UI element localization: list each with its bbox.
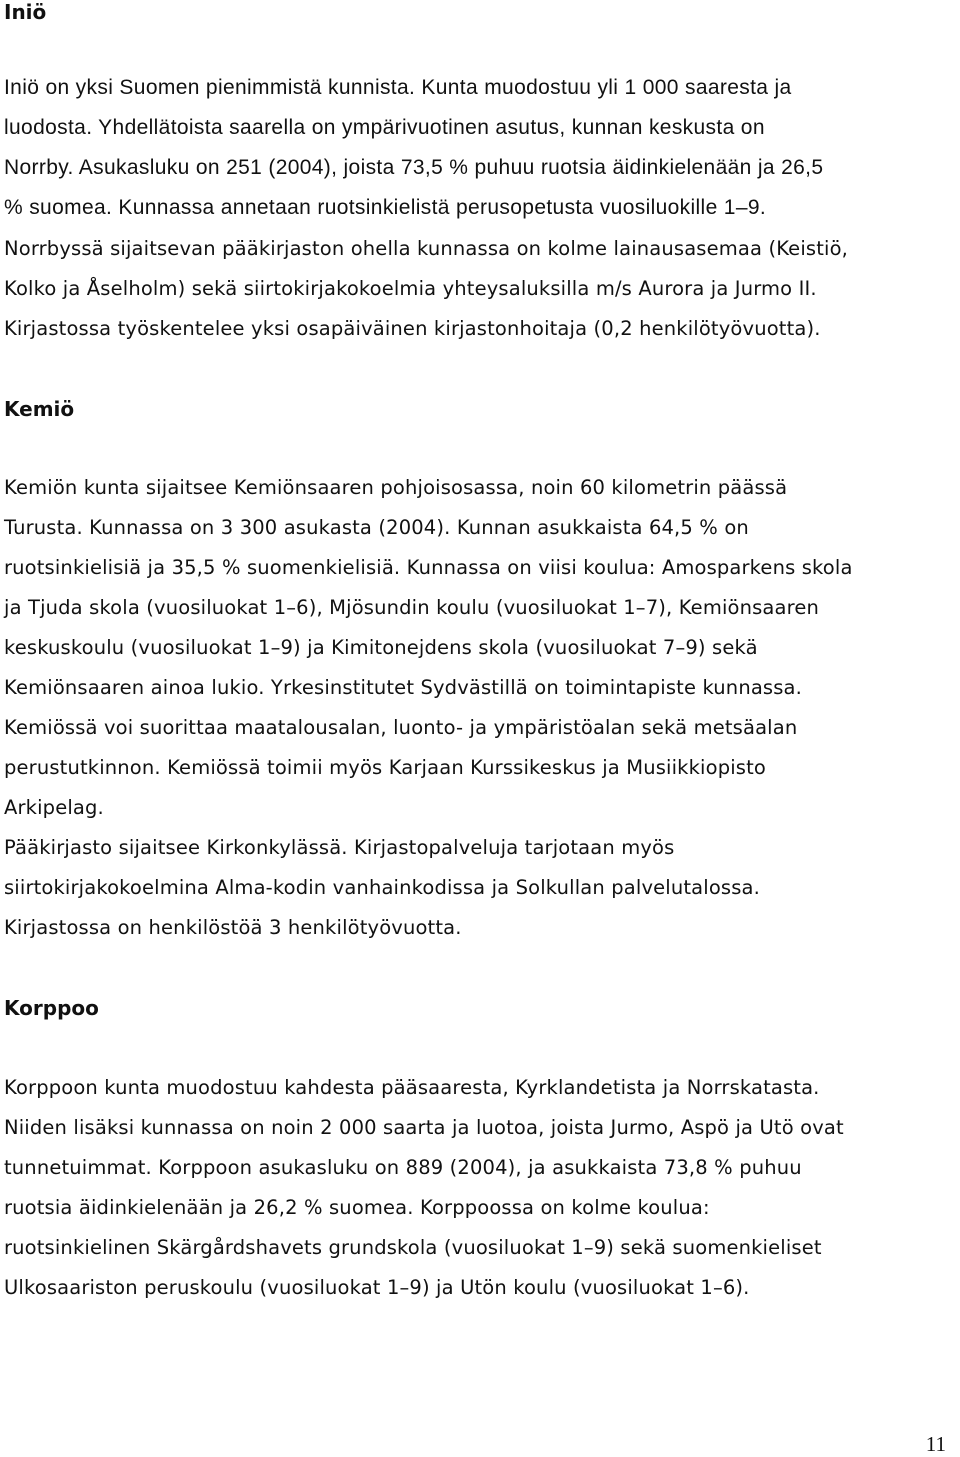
paragraph-line: % suomea. Kunnassa annetaan ruotsinkielistä perusopetusta vuosiluokille 1–9. xyxy=(4,196,767,219)
paragraph-line: luodosta. Yhdellätoista saarella on ympärivuotinen asutus, kunnan keskusta on xyxy=(4,116,765,139)
paragraph-line: ja Tjuda skola (vuosiluokat 1–6), Mjösundin koulu (vuosiluokat 1–7), Kemiönsaaren xyxy=(4,596,820,619)
paragraph-line: Ulkosaariston peruskoulu (vuosiluokat 1–9) ja Utön koulu (vuosiluokat 1–6). xyxy=(4,1276,750,1299)
paragraph-line: Kemiönsaaren ainoa lukio. Yrkesinstitutet Sydvästillä on toimintapiste kunnassa. xyxy=(4,676,802,699)
paragraph-line: Niiden lisäksi kunnassa on noin 2 000 saarta ja luotoa, joista Jurmo, Aspö ja Utö ovat xyxy=(4,1116,844,1139)
paragraph-line: perustutkinnon. Kemiössä toimii myös Karjaan Kurssikeskus ja Musiikkiopisto xyxy=(4,756,766,779)
paragraph-line: ruotsinkielinen Skärgårdshavets grundskola (vuosiluokat 1–9) sekä suomenkieliset xyxy=(4,1236,822,1259)
paragraph-line: Norrbyssä sijaitsevan pääkirjaston ohella kunnassa on kolme lainausasemaa (Keistiö, xyxy=(4,237,848,260)
section-heading: Korppoo xyxy=(4,996,99,1020)
paragraph-line: keskuskoulu (vuosiluokat 1–9) ja Kimitonejdens skola (vuosiluokat 7–9) sekä xyxy=(4,636,758,659)
section-heading: Kemiö xyxy=(4,397,75,421)
paragraph-line: Arkipelag. xyxy=(4,796,104,819)
paragraph-line: tunnetuimmat. Korppoon asukasluku on 889 (2004), ja asukkaista 73,8 % puhuu xyxy=(4,1156,802,1179)
paragraph-line: Kemiön kunta sijaitsee Kemiönsaaren pohjoisosassa, noin 60 kilometrin päässä xyxy=(4,476,788,499)
paragraph-line: ruotsinkielisiä ja 35,5 % suomenkielisiä. Kunnassa on viisi koulua: Amosparkens skola xyxy=(4,556,853,579)
paragraph-line: Pääkirjasto sijaitsee Kirkonkylässä. Kirjastopalveluja tarjotaan myös xyxy=(4,836,675,859)
paragraph-line: Norrby. Asukasluku on 251 (2004), joista 73,5 % puhuu ruotsia äidinkielenään ja 26,5 xyxy=(4,156,824,179)
paragraph-line: Korppoon kunta muodostuu kahdesta pääsaaresta, Kyrklandetista ja Norrskatasta. xyxy=(4,1076,820,1099)
paragraph-line: Kemiössä voi suorittaa maatalousalan, luonto- ja ympäristöalan sekä metsäalan xyxy=(4,716,798,739)
paragraph-line: Turusta. Kunnassa on 3 300 asukasta (2004). Kunnan asukkaista 64,5 % on xyxy=(4,516,749,539)
paragraph-line: ruotsia äidinkielenään ja 26,2 % suomea. Korppoossa on kolme koulua: xyxy=(4,1196,710,1219)
paragraph-line: Kirjastossa työskentelee yksi osapäiväinen kirjastonhoitaja (0,2 henkilötyövuotta). xyxy=(4,317,821,340)
section-heading: Iniö xyxy=(4,0,47,24)
paragraph-line: Iniö on yksi Suomen pienimmistä kunnista. Kunta muodostuu yli 1 000 saaresta ja xyxy=(4,76,792,99)
paragraph-line: Kolko ja Åselholm) sekä siirtokirjakokoelmia yhteysaluksilla m/s Aurora ja Jurmo II. xyxy=(4,277,817,300)
page-number: 11 xyxy=(925,1432,946,1456)
paragraph-line: siirtokirjakokoelmina Alma-kodin vanhainkodissa ja Solkullan palvelutalossa. xyxy=(4,876,760,899)
paragraph-line: Kirjastossa on henkilöstöä 3 henkilötyövuotta. xyxy=(4,916,462,939)
